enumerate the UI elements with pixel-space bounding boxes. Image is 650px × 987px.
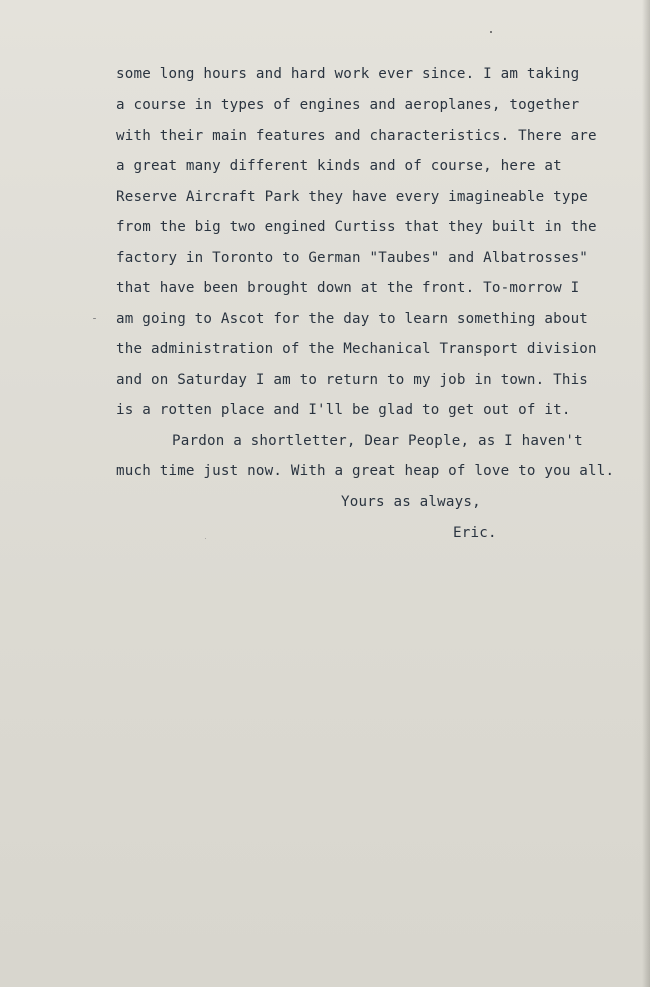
letter-line-12: is a rotten place and I'll be glad to get out of it. bbox=[116, 402, 571, 418]
letter-line-6: from the big two engined Curtiss that they built in the bbox=[116, 219, 597, 235]
letter-line-8: that have been brought down at the front. To-morrow I bbox=[116, 280, 580, 296]
letter-line-1: some long hours and hard work ever since. I am taking bbox=[116, 66, 580, 82]
letter-line-4: a great many different kinds and of course, here at bbox=[116, 158, 562, 174]
letter-line-5: Reserve Aircraft Park they have every imagineable type bbox=[116, 189, 589, 205]
letter-line-10: the administration of the Mechanical Transport division bbox=[116, 341, 597, 357]
letter-line-2: a course in types of engines and aeroplanes, together bbox=[116, 97, 580, 113]
letter-line-13: Pardon a shortletter, Dear People, as I haven't bbox=[172, 433, 583, 449]
letter-line-11: and on Saturday I am to return to my job in town. This bbox=[116, 372, 589, 388]
letter-signature: Eric. bbox=[453, 525, 497, 541]
letter-line-14: much time just now. With a great heap of love to you all. bbox=[116, 463, 615, 479]
letter-line-3: with their main features and characteristics. There are bbox=[116, 128, 597, 144]
letter-closing: Yours as always, bbox=[341, 494, 481, 510]
letter-line-9: am going to Ascot for the day to learn something about bbox=[116, 311, 589, 327]
letter-line-7: factory in Toronto to German "Taubes" and Albatrosses" bbox=[116, 250, 589, 266]
